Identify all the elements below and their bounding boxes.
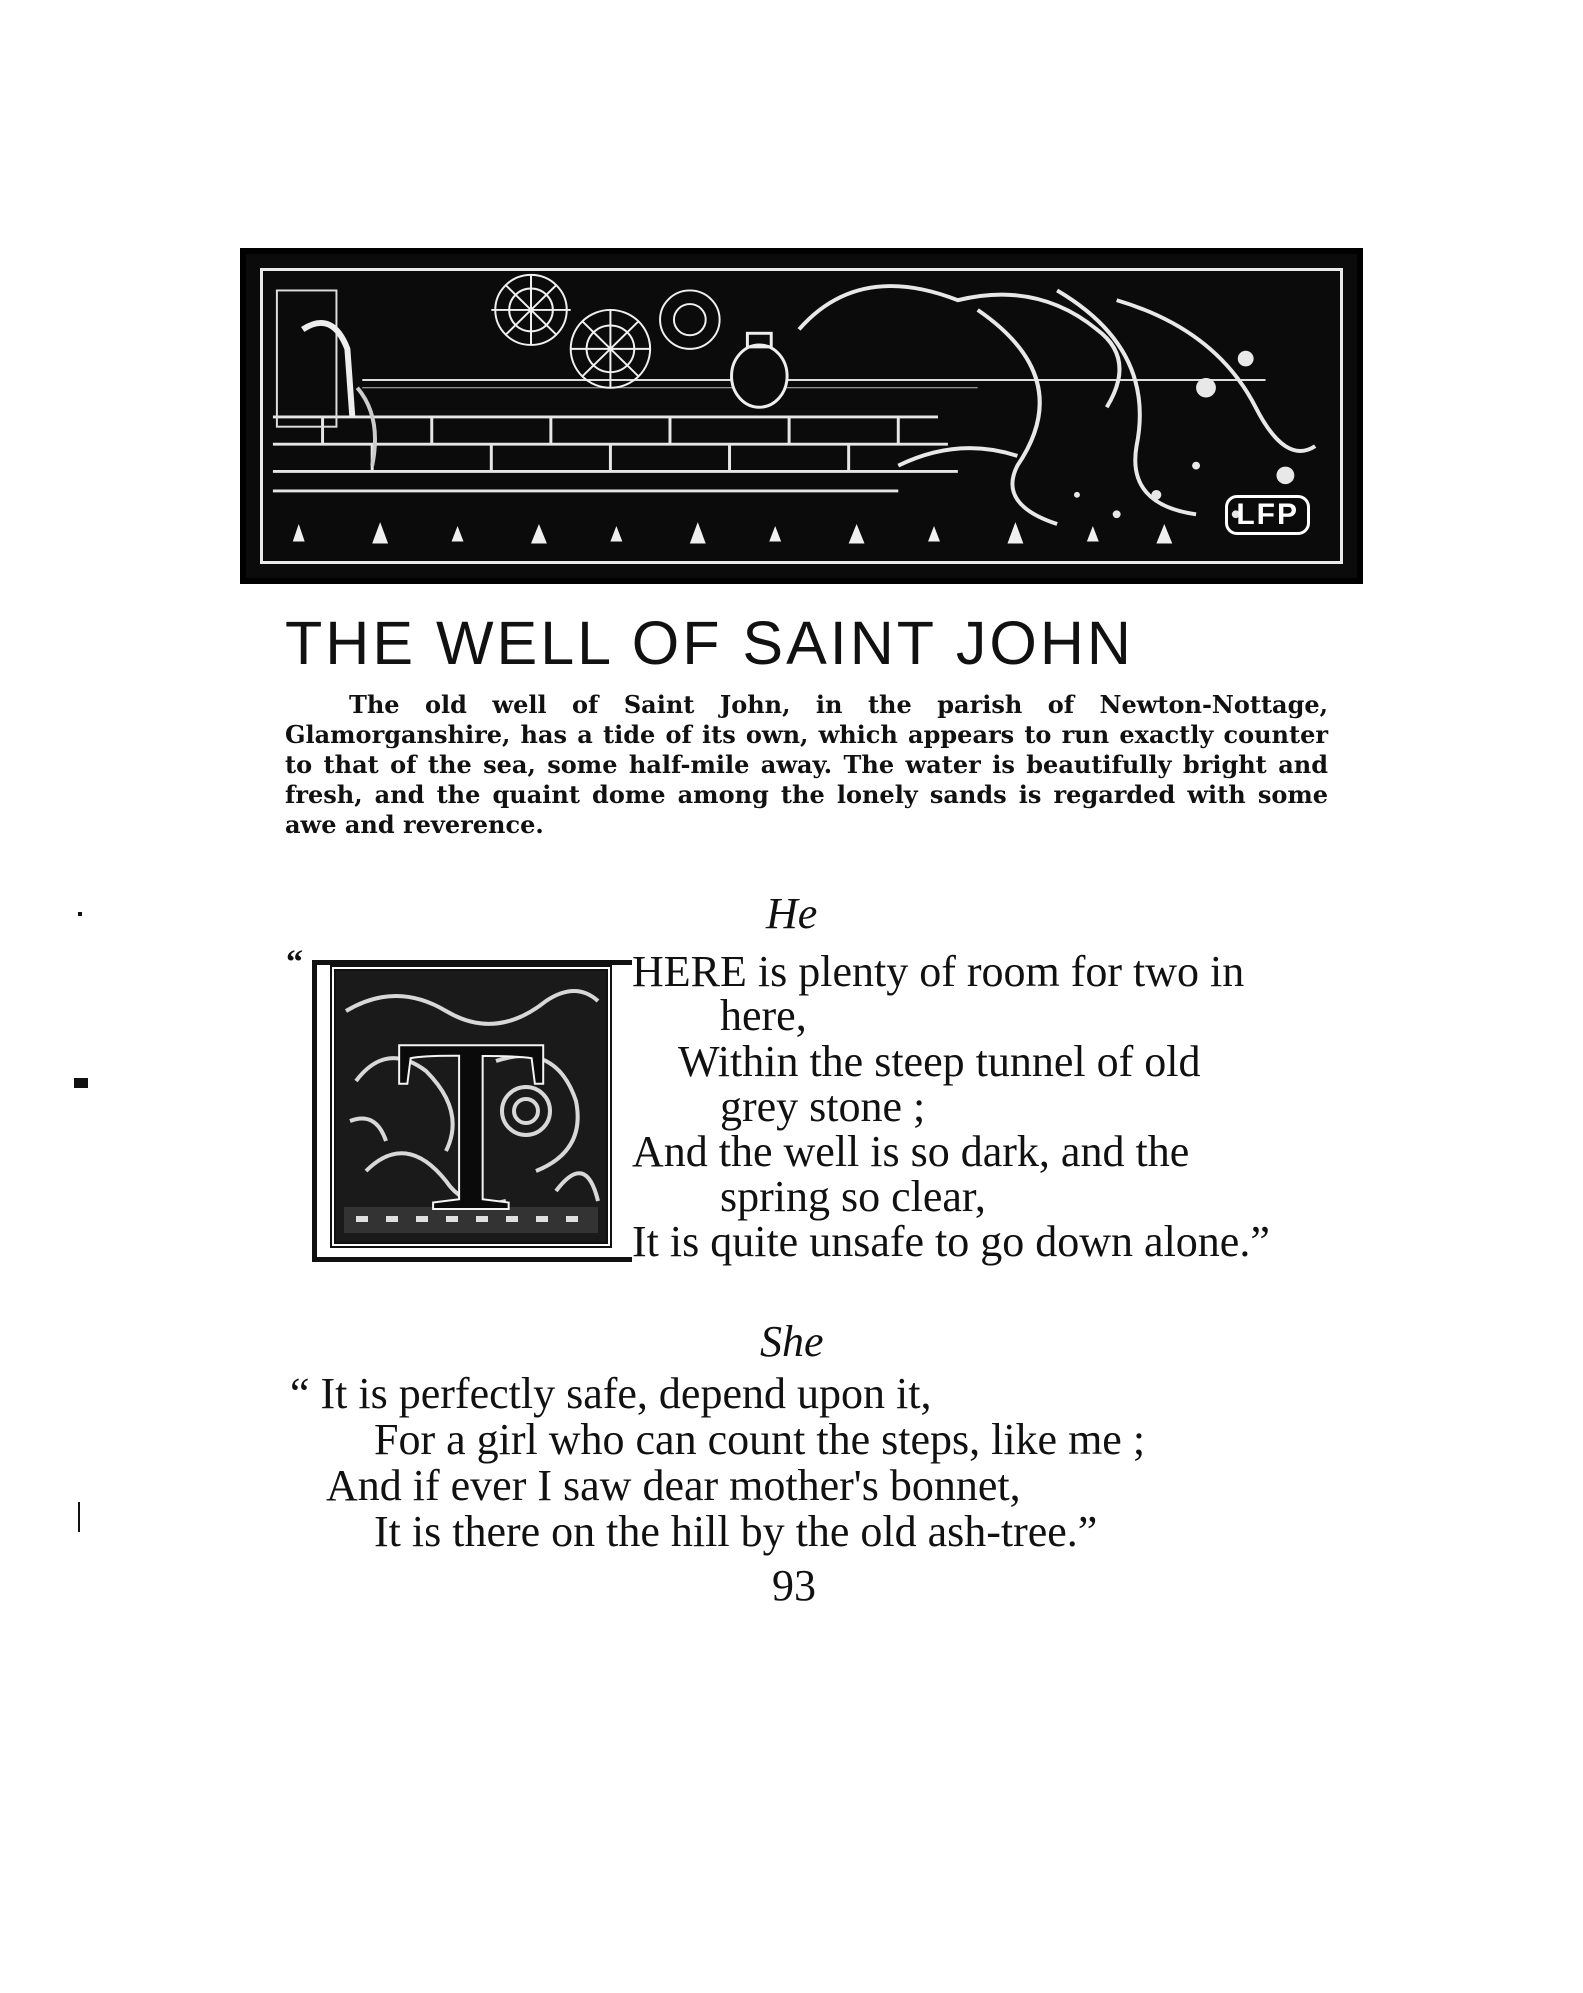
verse-line: For a girl who can count the steps, like me ; <box>374 1415 1146 1464</box>
decorated-initial <box>330 965 612 1248</box>
verse-line: It is there on the hill by the old ash-tree.” <box>374 1507 1098 1556</box>
verse-line: spring so clear, <box>720 1172 986 1221</box>
intro-paragraph: The old well of Saint John, in the parish of Newton-Nottage, Glamorganshire, has a tide of its own, which appears to run exactly counter to that of the sea, some half-mile away. The water is beautifully bright and fresh, and the quaint dome among the lonely sands is regarded with some awe and reverence. <box>285 690 1328 839</box>
illustration-frame <box>260 268 1343 564</box>
page-title: THE WELL OF SAINT JOHN <box>285 609 1134 677</box>
verse-line: here, <box>720 991 807 1040</box>
speaker-she: She <box>760 1317 824 1366</box>
verse-line: It is quite unsafe to go down alone.” <box>632 1217 1270 1266</box>
header-illustration <box>240 248 1363 584</box>
page-number: 93 <box>772 1561 816 1610</box>
open-quote: “ <box>286 944 303 981</box>
verse-line: And if ever I saw dear mother's bonnet, <box>326 1461 1021 1510</box>
verse-line: HERE is plenty of room for two in <box>632 947 1245 996</box>
ornamental-initial-background <box>336 971 606 1242</box>
verse-line: “ It is perfectly safe, depend upon it, <box>290 1369 932 1418</box>
artist-monogram: LFP <box>1225 495 1310 535</box>
verse-line: And the well is so dark, and the <box>632 1127 1190 1176</box>
speaker-he: He <box>766 889 818 938</box>
verse-line: Within the steep tunnel of old <box>678 1037 1201 1086</box>
initial-letter: T <box>394 987 548 1242</box>
verse-line: grey stone ; <box>720 1082 926 1131</box>
well-scene-illustration <box>263 271 1340 561</box>
